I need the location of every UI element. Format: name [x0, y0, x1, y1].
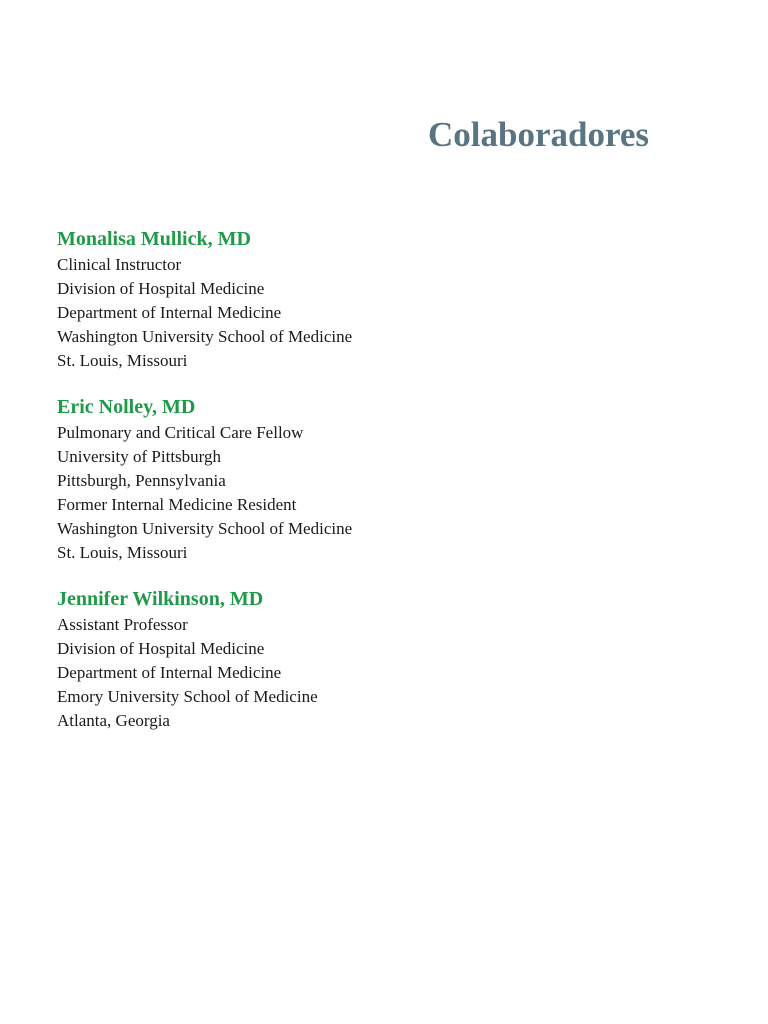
affiliation-line: Division of Hospital Medicine: [57, 639, 265, 658]
affiliation-line: Atlanta, Georgia: [57, 711, 170, 730]
affiliation-line: Pittsburgh, Pennsylvania: [57, 471, 226, 490]
affiliation-line: Pulmonary and Critical Care Fellow: [57, 423, 304, 442]
contributor-name: Monalisa Mullick, MD: [57, 228, 251, 250]
affiliation-line: University of Pittsburgh: [57, 447, 222, 466]
contributor-entry: [57, 394, 717, 565]
affiliation-line: Former Internal Medicine Resident: [57, 495, 297, 514]
affiliation-line: St. Louis, Missouri: [57, 351, 188, 370]
affiliation-line: St. Louis, Missouri: [57, 543, 188, 562]
affiliation-list: [57, 421, 717, 565]
affiliation-line: Clinical Instructor: [57, 255, 182, 274]
contributor-name: Eric Nolley, MD: [57, 396, 196, 418]
affiliation-line: Emory University School of Medicine: [57, 687, 318, 706]
affiliation-line: Washington University School of Medicine: [57, 327, 353, 346]
affiliation-line: Department of Internal Medicine: [57, 663, 282, 682]
affiliation-line: Division of Hospital Medicine: [57, 279, 265, 298]
affiliation-line: Washington University School of Medicine: [57, 519, 353, 538]
contributor-entry: [57, 226, 717, 373]
affiliation-list: [57, 613, 717, 733]
page-title: Colaboradores: [428, 115, 650, 154]
affiliation-list: [57, 253, 717, 373]
contributor-name: Jennifer Wilkinson, MD: [57, 588, 264, 610]
contributors-list: [57, 226, 717, 754]
contributor-entry: [57, 586, 717, 733]
affiliation-line: Assistant Professor: [57, 615, 188, 634]
affiliation-line: Department of Internal Medicine: [57, 303, 282, 322]
